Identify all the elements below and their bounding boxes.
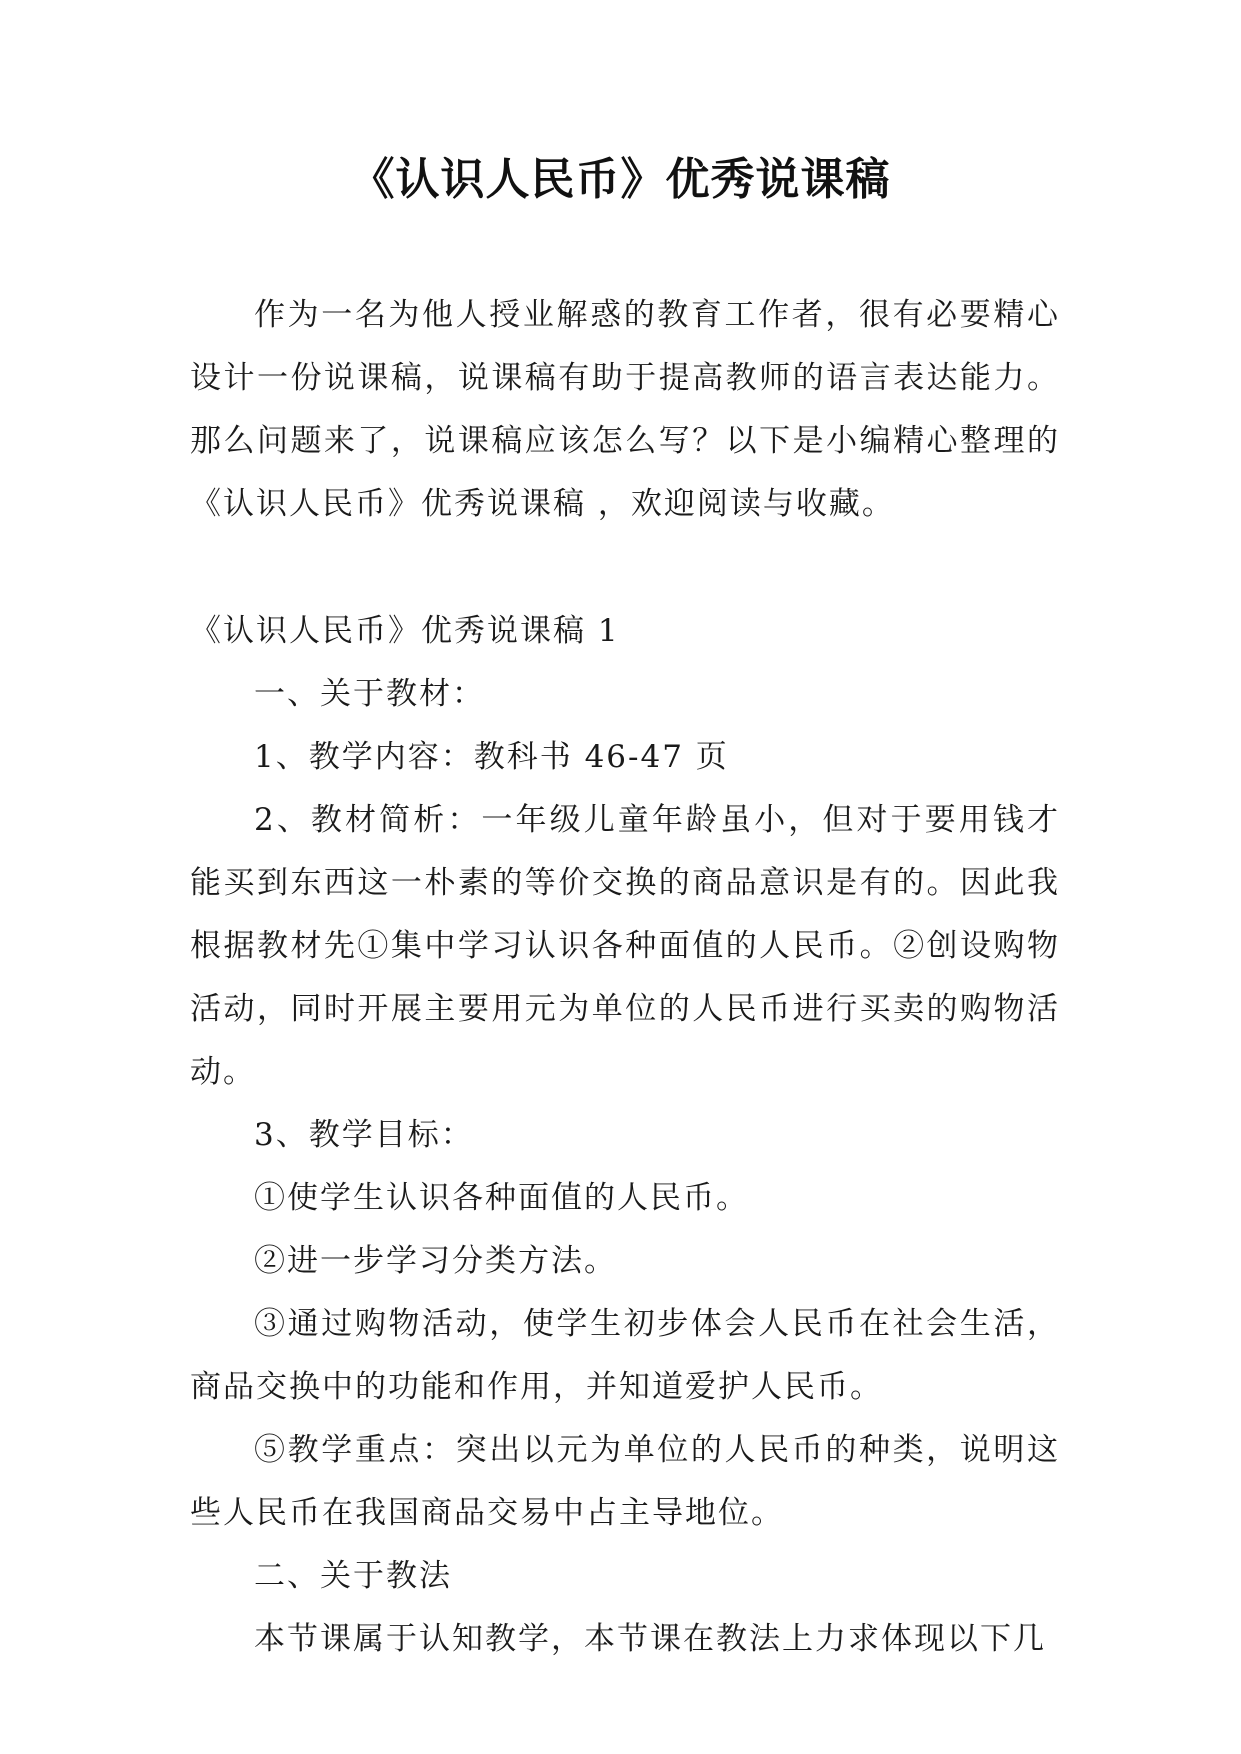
spacer [190,536,1060,600]
heading-about-textbook: 一、关于教材： [254,676,485,712]
document-body [190,284,1060,1671]
heading-teaching-goals: 3、教学目标： [254,1117,474,1153]
paragraph-textbook-analysis: 2、教材简析：一年级儿童年龄虽小，但对于要用钱才能买到东西这一朴素的等价交换的商品意识是有的。因此我根据教材先①集中学习认识各种面值的人民币。②创设购物活动，同时开展主要用元为单位的人民币进行买卖的购物活动。 [190,802,1060,1090]
page-title: 《认识人民币》优秀说课稿 [350,154,891,205]
paragraph-teaching-content: 1、教学内容：教科书 46-47 页 [254,739,729,775]
section-heading: 《认识人民币》优秀说课稿 1 [190,613,620,649]
paragraph-teaching-focus: ⑤教学重点：突出以元为单位的人民币的种类，说明这些人民币在我国商品交易中占主导地位。 [190,1432,1060,1531]
goal-item-1: ①使学生认识各种面值的人民币。 [254,1180,749,1216]
heading-about-methods: 二、关于教法 [254,1558,452,1594]
goal-item-2: ②进一步学习分类方法。 [254,1243,617,1279]
paragraph-methods: 本节课属于认知教学，本节课在教法上力求体现以下几 [254,1621,1046,1657]
intro-paragraph: 作为一名为他人授业解惑的教育工作者，很有必要精心设计一份说课稿，说课稿有助于提高教师的语言表达能力。那么问题来了，说课稿应该怎么写？以下是小编精心整理的《认识人民币》优秀说课稿 ，欢迎阅读与收藏。 [190,297,1060,522]
goal-item-3: ③通过购物活动，使学生初步体会人民币在社会生活，商品交换中的功能和作用，并知道爱护人民币。 [190,1306,1060,1405]
